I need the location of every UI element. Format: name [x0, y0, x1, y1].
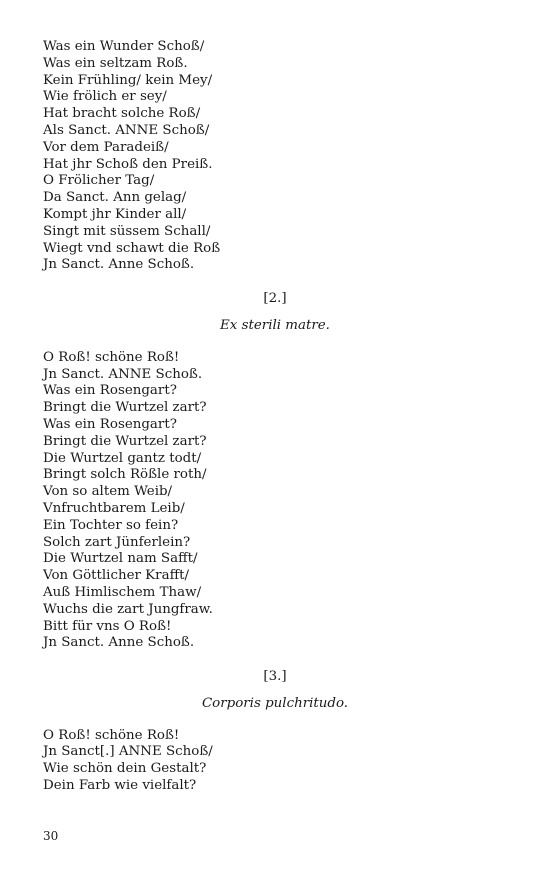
verse-line: O Roß! schöne Roß! [43, 349, 180, 365]
verse-line: Als Sanct. ANNE Schoß/ [43, 122, 210, 138]
verse-line: O Frölicher Tag/ [43, 173, 155, 189]
verse-line: Hat bracht solche Roß/ [43, 106, 201, 122]
verse-line: Vnfruchtbarem Leib/ [43, 500, 185, 516]
stanza-3 [43, 728, 550, 795]
verse-line: Von so altem Weib/ [43, 484, 173, 500]
section-3-subtitle: Corporis pulchritudo. [201, 695, 349, 711]
verse-line: Jn Sanct. ANNE Schoß. [43, 366, 203, 382]
verse-line: Kompt jhr Kinder all/ [43, 206, 187, 222]
verse-line: Wie frölich er sey/ [43, 89, 167, 105]
verse-line: Hat jhr Schoß den Preiß. [43, 156, 213, 172]
stanza-2 [43, 350, 550, 652]
verse-line: Jn Sanct. Anne Schoß. [43, 635, 195, 651]
verse-line: Von Göttlicher Krafft/ [43, 568, 189, 584]
verse-line: Die Wurtzel nam Safft/ [43, 551, 198, 567]
verse-line: Jn Sanct. Anne Schoß. [43, 257, 195, 273]
stanza-1 [43, 39, 550, 274]
verse-line: Dein Farb wie vielfalt? [43, 778, 197, 794]
verse-line: Was ein Wunder Schoß/ [43, 39, 205, 54]
page-number: 30 [43, 829, 59, 843]
verse-line: Bringt die Wurtzel zart? [43, 433, 207, 449]
section-3-number: [3.] [263, 669, 287, 685]
verse-line: Bringt solch Rößle roth/ [43, 467, 207, 483]
verse-line: Singt mit süssem Schall/ [43, 223, 211, 239]
verse-line: Was ein Rosengart? [43, 416, 177, 432]
verse-line: Solch zart Jünferlein? [43, 534, 191, 550]
verse-line: Ein Tochter so fein? [43, 517, 179, 533]
verse-line: Wuchs die zart Jungfraw. [43, 601, 213, 617]
verse-line: Wie schön dein Gestalt? [43, 761, 207, 777]
verse-line: O Roß! schöne Roß! [43, 727, 180, 743]
section-2-subtitle: Ex sterili matre. [220, 317, 330, 333]
verse-line: Bitt für vns O Roß! [43, 618, 172, 634]
verse-line: Vor dem Paradeiß/ [43, 139, 169, 155]
section-2-number: [2.] [263, 291, 287, 307]
verse-line: Jn Sanct[.] ANNE Schoß/ [43, 744, 213, 760]
verse-line: Bringt die Wurtzel zart? [43, 400, 207, 416]
verse-line: Was ein Rosengart? [43, 383, 177, 399]
verse-line: Die Wurtzel gantz todt/ [43, 450, 202, 466]
verse-line: Da Sanct. Ann gelag/ [43, 190, 187, 206]
verse-line: Kein Frühling/ kein Mey/ [43, 72, 213, 88]
verse-line: Auß Himlischem Thaw/ [43, 584, 202, 600]
verse-line: Wiegt vnd schawt die Roß [43, 240, 221, 256]
verse-line: Was ein seltzam Roß. [43, 55, 188, 71]
